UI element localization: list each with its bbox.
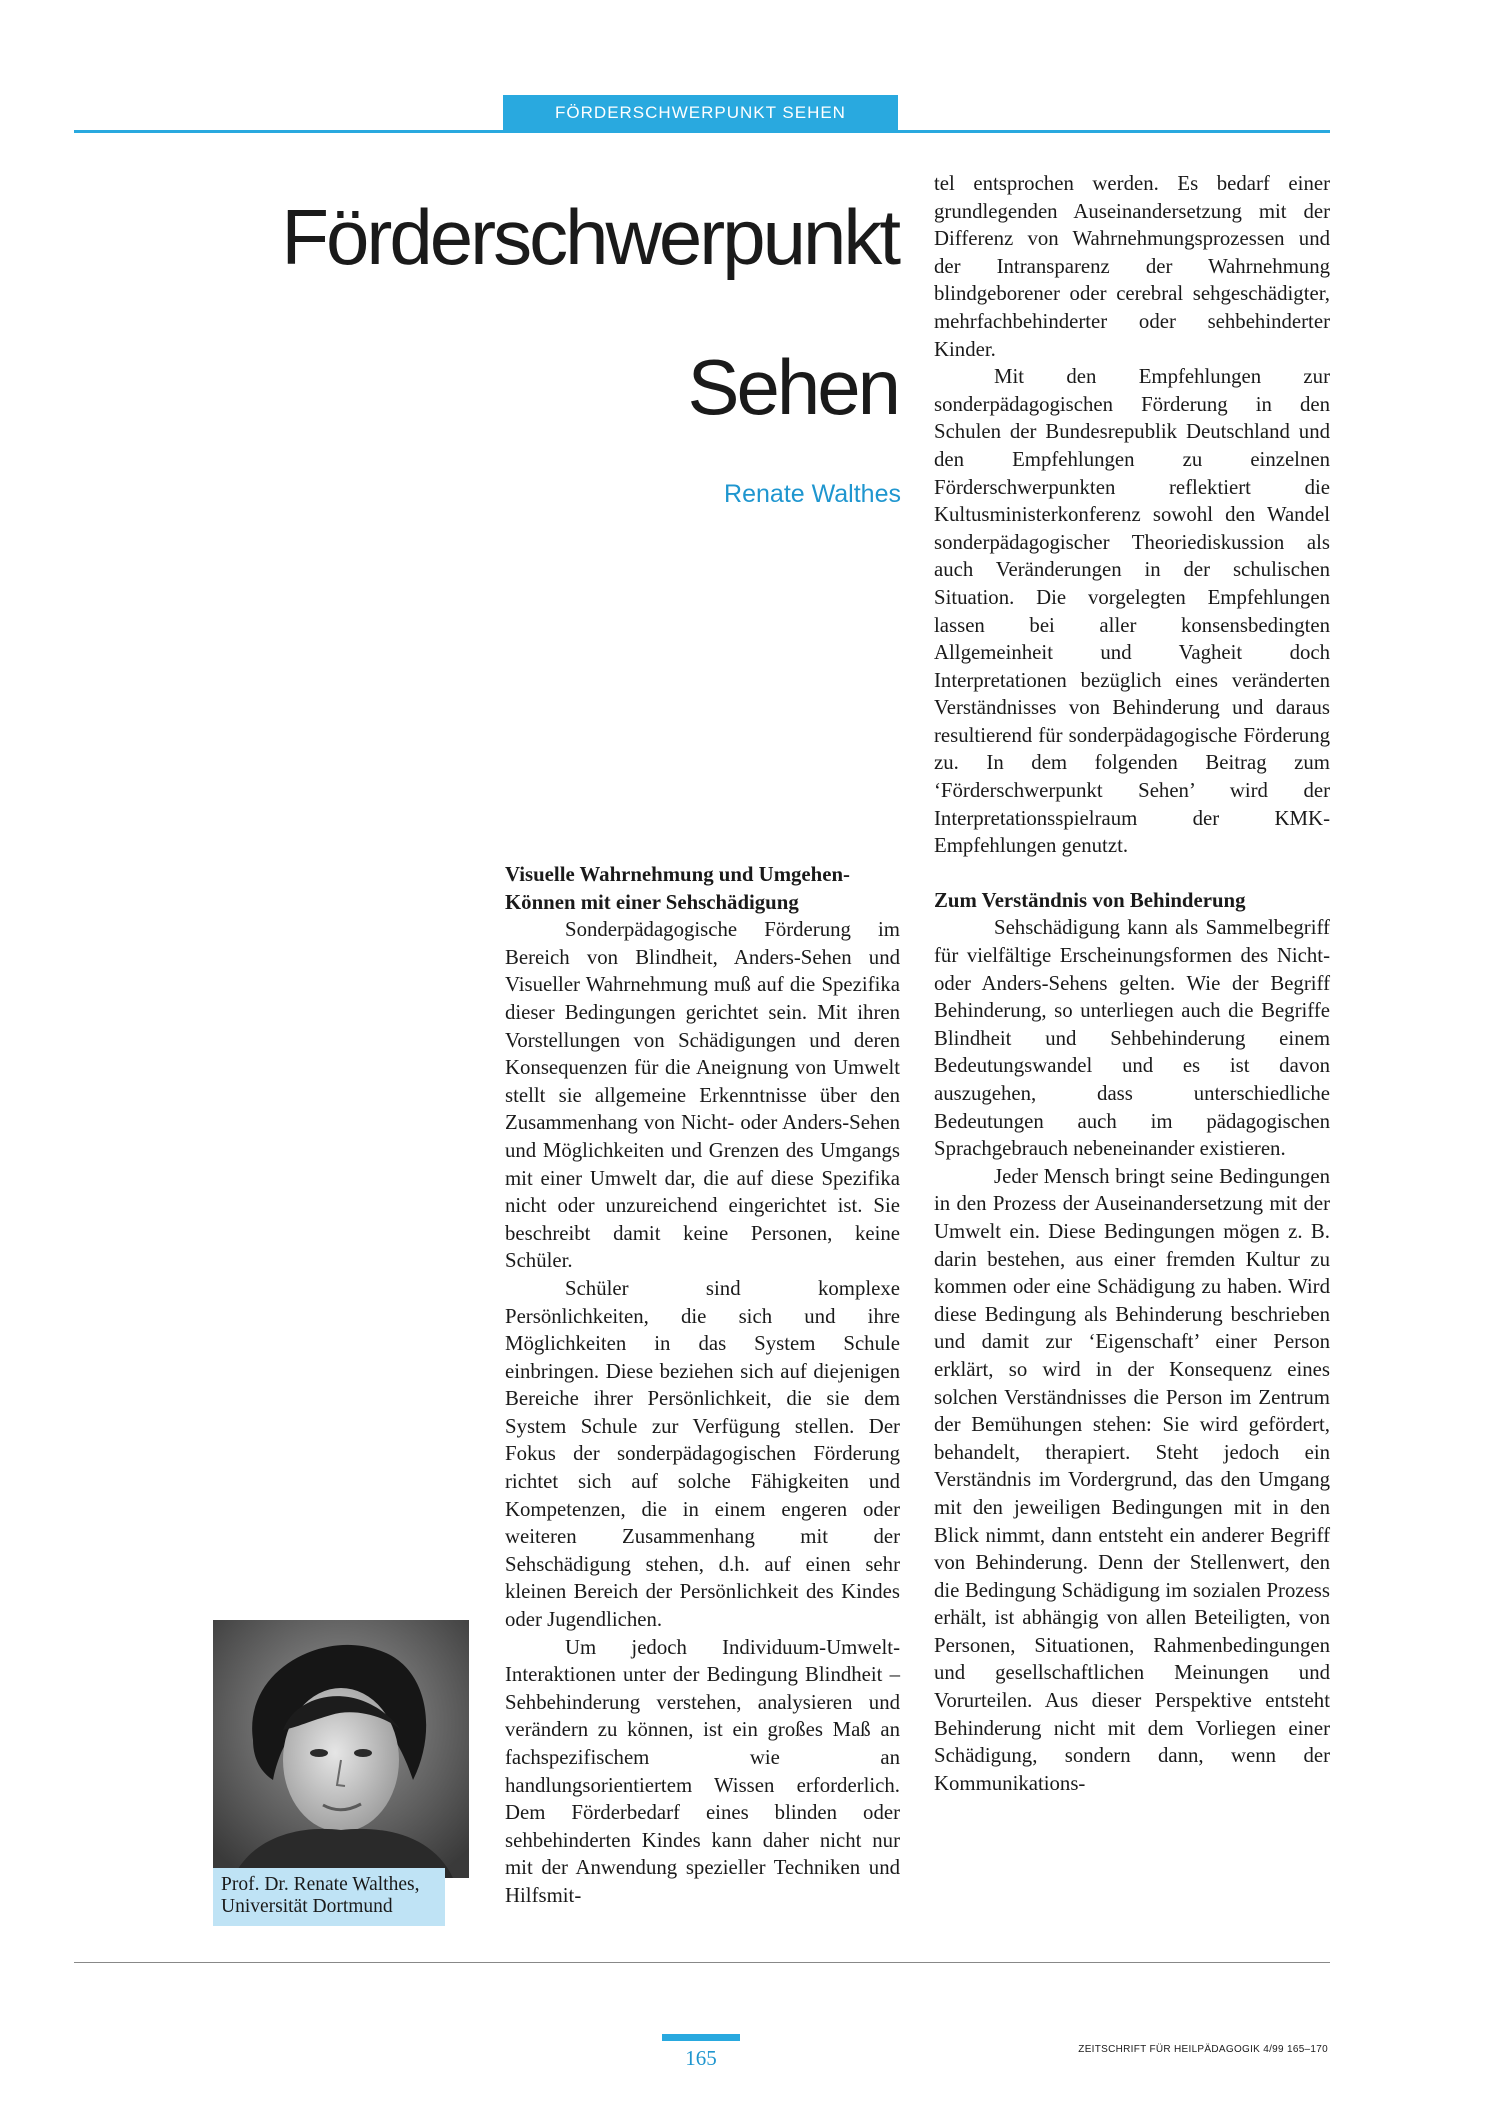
page-number-tab bbox=[662, 2034, 740, 2041]
article-title-line2: Sehen bbox=[687, 343, 898, 431]
body-paragraph: Sehschädigung kann als Sammelbegriff für vielfältige Erscheinungsformen des Nicht- oder Anders-Sehens gelten. Wie der Begriff Behinderung, so unterliegen auch die Begriffe Blindheit und Sehbehinderung einem Bedeutungswandel und es ist davon auszugehen, dass unterschiedliche Bedeutungen auch im pädagogischen Sprachgebrauch nebeneinander existieren. bbox=[934, 916, 1330, 1161]
body-paragraph: Jeder Mensch bringt seine Bedingungen in den Prozess der Auseinandersetzung mit der Umwelt ein. Diese Bedingungen mögen z. B. darin bestehen, aus einer fremden Kultur zu kommen oder eine Schädigung zu haben. Wird diese Bedingung als Behinderung beschrieben und damit zur ‘Eigenschaft’ einer Person erklärt, so wird in der Konsequenz eines solchen Verständnisses die Person im Zentrum der Bemühungen stehen: Sie wird gefördert, behandelt, therapiert. Steht jedoch ein Verständnis im Vordergrund, das den Umgang mit den jeweiligen Bedingungen mit in den Blick nimmt, dann entsteht ein anderer Begriff von Behinderung. Denn der Stellenwert, den die Bedingung Schädigung im sozialen Prozess erhält, ist abhängig von allen Beteiligten, von Personen, Situationen, Rahmenbedingungen und gesellschaftlichen Meinungen und Vorurteilen. Aus dieser Perspektive entsteht Behinderung nicht mit dem Vorliegen einer Schädigung, sondern dann, wenn der Kommunikations- bbox=[934, 1164, 1330, 1795]
photo-caption bbox=[213, 1868, 445, 1926]
header-rule bbox=[74, 130, 1330, 133]
article-author: Renate Walthes bbox=[724, 480, 901, 508]
article-title-line1: Förderschwerpunkt bbox=[281, 193, 898, 281]
journal-citation: ZEITSCHRIFT FÜR HEILPÄDAGOGIK 4/99 165–170 bbox=[1078, 2044, 1328, 2055]
section-heading-visual-perception: Visuelle Wahrnehmung und Umgehen-Können mit einer Sehschädigung bbox=[505, 863, 850, 914]
paragraph-spacer bbox=[934, 860, 1330, 887]
page-number: 165 bbox=[685, 2046, 717, 2070]
body-paragraph: Um jedoch Individuum-Umwelt-Interaktionen unter der Bedingung Blindheit – Sehbehinderung verstehen, analysieren und verändern zu können, ist ein großes Maß an fachspezifischem wie an handlungsorientiertem Wissen erforderlich. Dem Förderbedarf eines blinden oder sehbehinderten Kindes kann daher nicht nur mit der Anwendung spezieller Techniken und Hilfsmit- bbox=[505, 1635, 900, 1907]
text-column-right bbox=[934, 170, 1330, 1797]
body-paragraph-continued: tel entsprochen werden. Es bedarf einer grundlegenden Auseinandersetzung mit der Differenz von Wahrnehmungsprozessen und der Intransparenz der Wahrnehmung blindgeborener oder cerebral sehgeschädigter, mehrfachbehinderter oder sehbehinderter Kinder. bbox=[934, 172, 1330, 361]
text-column-middle bbox=[505, 861, 900, 1910]
section-heading-disability: Zum Verständnis von Behinderung bbox=[934, 888, 1246, 912]
body-paragraph: Schüler sind komplexe Persönlichkeiten, die sich und ihre Möglichkeiten in das System Schule einbringen. Diese beziehen sich auf diejenigen Bereiche ihrer Persönlichkeit, die sie dem System Schule zur Verfügung stellen. Der Fokus der sonderpädagogischen Förderung richtet sich auf solche Fähigkeiten und Kompetenzen, die in einem engeren oder weiteren Zusammenhang mit der Sehschädigung stehen, d.h. auf einen sehr kleinen Bereich der Persönlichkeit des Kindes oder Jugendlichen. bbox=[505, 1276, 900, 1632]
section-header-label: FÖRDERSCHWERPUNKT SEHEN bbox=[555, 103, 846, 122]
footer-rule bbox=[74, 1962, 1330, 1963]
body-paragraph: Mit den Empfehlungen zur sonderpädagogischen Förderung in den Schulen der Bundesrepublik Deutschland und den Empfehlungen zu einzelnen Förderschwerpunkten reflektiert die Kultusministerkonferenz sowohl den Wandel sonderpädagogischer Theoriediskussion als auch Veränderungen in der schulischen Situation. Die vorgelegten Empfehlungen lassen bei aller konsensbedingten Allgemeinheit und Vagheit doch Interpretationen bezüglich eines veränderten Verständnisses von Behinderung und daraus resultierend für sonderpädagogische Förderung zu. In dem folgenden Beitrag zum ‘Förderschwerpunkt Sehen’ wird der Interpretationsspielraum der KMK-Empfehlungen genutzt. bbox=[934, 365, 1330, 858]
caption-affiliation: Universität Dortmund bbox=[221, 1896, 393, 1917]
section-header-tab bbox=[503, 95, 898, 131]
caption-name: Prof. Dr. Renate Walthes, bbox=[221, 1874, 420, 1895]
author-photo bbox=[213, 1620, 469, 1878]
body-paragraph: Sonderpädagogische Förderung im Bereich von Blindheit, Anders-Sehen und Visueller Wahrnehmung muß auf die Spezifika dieser Bedingungen gerichtet sein. Mit ihren Vorstellungen von Schädigungen und deren Konsequenzen für die Aneignung von Umwelt stellt sie allgemeine Erkenntnisse über den Zusammenhang von Nicht- oder Anders-Sehen und Möglichkeiten und Grenzen des Umgangs mit einer Umwelt dar, die auf diese Spezifika nicht oder unzureichend eingerichtet ist. Sie beschreibt damit keine Personen, keine Schüler. bbox=[505, 918, 900, 1273]
